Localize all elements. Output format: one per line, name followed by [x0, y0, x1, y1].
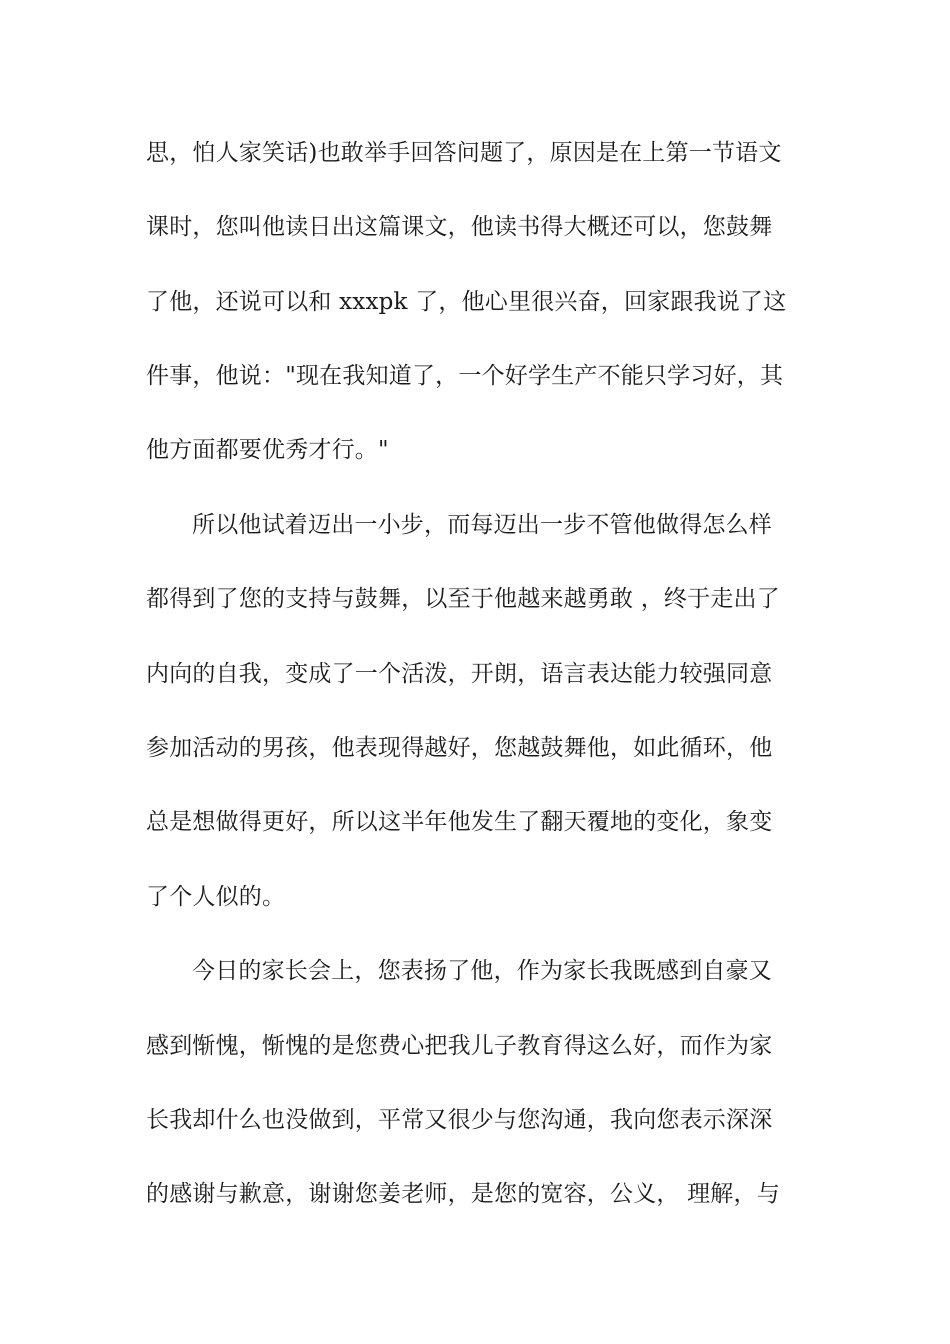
text-line: 他方面都要优秀才行。": [146, 437, 389, 463]
text-line: 内向的自我，变成了一个活泼，开朗，语言表达能力较强同意: [146, 661, 773, 687]
text-line: 的感谢与歉意，谢谢您姜老师，是您的宽容，公义， 理解，与: [146, 1181, 780, 1207]
text-line: 长我却什么也没做到，平常又很少与您沟通，我向您表示深深: [146, 1107, 773, 1133]
text-line: 了他，还说可以和 xxxpk 了，他心里很兴奋，回家跟我说了这: [146, 289, 787, 315]
text-line: 参加活动的男孩，他表现得越好，您越鼓舞他，如此循环，他: [146, 735, 773, 761]
paragraph-first-line: 所以他试着迈出一小步，而每迈出一步不管他做得怎么样: [192, 512, 772, 538]
text-line: 了个人似的。: [146, 884, 286, 910]
text-line: 课时，您叫他读日出这篇课文，他读书得大概还可以，您鼓舞: [146, 214, 773, 240]
text-line: 都得到了您的支持与鼓舞，以至于他越来越勇敢 ，终于走出了: [146, 586, 780, 612]
text-line: 总是想做得更好，所以这半年他发生了翻天覆地的变化，象变: [146, 809, 773, 835]
text-line: 件事，他说："现在我知道了，一个好学生产不能只学习好，其: [146, 363, 784, 389]
text-line: 感到惭愧，惭愧的是您费心把我儿子教育得这么好，而作为家: [146, 1033, 773, 1059]
text-line: 思，怕人家笑话)也敢举手回答问题了，原因是在上第一节语文: [146, 140, 782, 166]
paragraph-first-line: 今日的家长会上，您表扬了他，作为家长我既感到自豪又: [192, 958, 772, 984]
